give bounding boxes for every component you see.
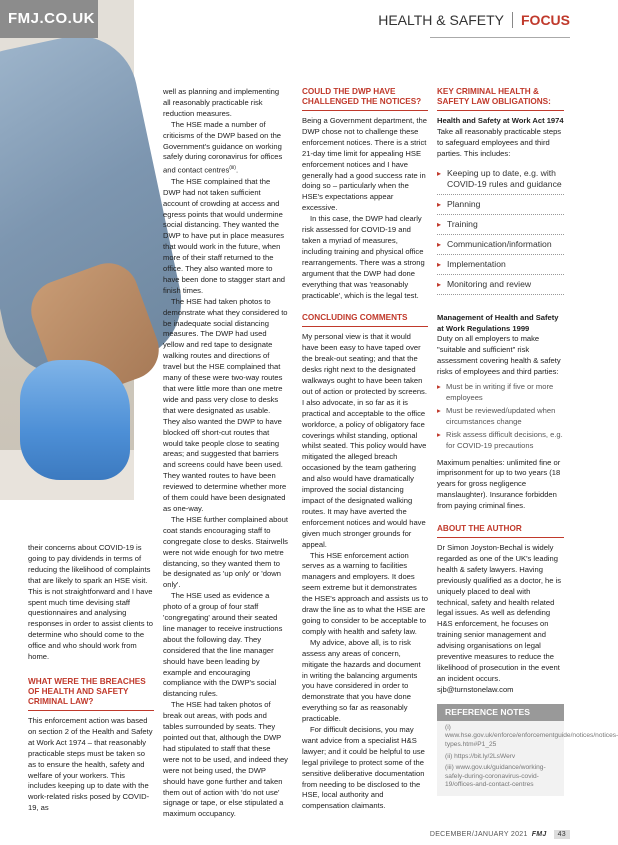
heading-breaches: WHAT WERE THE BREACHES OF HEALTH AND SAFETY CRIMINAL LAW? — [28, 676, 146, 706]
paragraph: The HSE used as evidence a photo of a group of four staff 'congregating' around their seated line manager to receive instructions about the following day. They considered that the line manager should have been leading by example and encouraging compliance with the DWP's social distancing rules. — [163, 591, 283, 699]
column-4 — [437, 87, 618, 796]
heading-author: ABOUT THE AUTHOR — [437, 524, 522, 534]
paragraph: The HSE complained that the DWP had not taken sufficient account of crowding at access and egress points that would undermine social distancing. They wanted the DWP to have put in place measures that would work in the future, when more of their staff returned to the office. They also wanted more to have been done to stagger start and finish times. — [163, 176, 286, 295]
paragraph: My personal view is that it would have been easy to have taped over the break-out seating; and that the desks right next to the designated walkways ought to have been taken out of action or protected by screens. I also advocate, in so far as it is practical and acceptable to the office workforce, a policy of obligatory face coverings whilst standing, optional whilst seated. This policy would have mitigated the alleged breach occasioned by the team gathering and also would have dramatically improved the social distancing impact of the designated walking routes. It may have averted the enforcement notices and would have given much stronger grounds for appeal. — [302, 332, 427, 549]
paragraph-text: The HSE made a number of criticisms of the DWP based on the Government's guidance on working safely during coronavirus for offices and contact centres — [163, 119, 283, 175]
section-focus: FOCUS — [521, 12, 570, 28]
heading-rule — [302, 110, 428, 111]
paragraph: Take all reasonably practicable steps to safeguard employees and third parties. This includes: — [437, 126, 562, 158]
column-1 — [28, 543, 154, 814]
heading-rule — [28, 710, 154, 711]
hero-photo — [0, 0, 134, 500]
bullet-item: ▸ Risk assess difficult decisions, e.g. for COVID-19 precautions — [437, 430, 564, 452]
heading-key-obligations: KEY CRIMINAL HEALTH & SAFETY LAW OBLIGATIONS: — [437, 87, 551, 106]
obligation-item: ▸ Training — [437, 215, 564, 235]
heading-rule — [302, 326, 428, 327]
obligation-item: ▸ Communication/information — [437, 235, 564, 255]
heading-concluding: CONCLUDING COMMENTS — [302, 313, 408, 323]
reference-link[interactable]: (i) www.hse.gov.uk/enforce/enforcementguide/notices/notices-types.htm#P1_25 — [445, 723, 618, 748]
heading-rule — [437, 110, 564, 111]
column-3 — [302, 87, 428, 812]
obligations-list — [437, 164, 564, 295]
header-divider — [512, 12, 513, 28]
regs-bullet-list — [437, 382, 564, 451]
column-2 — [163, 87, 288, 820]
regs-title: Management of Health and Safety at Work Regulations 1999 — [437, 312, 559, 333]
footnote-ref[interactable]: (iii) — [229, 165, 236, 172]
act-title: Health and Safety at Work Act 1974 — [437, 116, 564, 125]
paragraph: This enforcement action was based on section 2 of the Health and Safety at Work Act 1974 – that reasonably practicable steps must be taken so as to ensure the health, safety and welfare of your workers. This includes keeping up to date with the work-related risks posed by COVID-19, as — [28, 715, 153, 813]
reference-notes-box — [437, 704, 618, 796]
paragraph: In this case, the DWP had clearly risk assessed for COVID-19 and taken a myriad of measures, including training and physical office rearrangements. There was a strong argument that the DWP had done everything that was 'reasonably practicable', which is the legal test. — [302, 214, 425, 300]
paragraph: My advice, above all, is to risk assess any areas of concern, mitigate the hazards and document in writing the balancing arguments you have considered in order to demonstrate that you have done everything so far as reasonably practicable. — [302, 637, 421, 724]
section-name: HEALTH & SAFETY — [378, 12, 504, 28]
obligation-item: ▸ Monitoring and review — [437, 275, 564, 295]
paragraph: The HSE made a number of criticisms of the DWP based on the Government's guidance on working safely during coronavirus for offices and contact centres$^{(iii)}$. — [163, 119, 283, 175]
obligation-item: ▸ Keeping up to date, e.g. with COVID-19 rules and guidance — [437, 164, 564, 195]
paragraph: The HSE had taken photos of break out areas, with pods and tables surrounded by seats. They pointed out that, although the DWP had stipulated to staff that these were not to be used, and indeed they were not being used, the DWP should have gone further and taken them out of action with 'do not use' signage or tape, or else stipulated a maximum occupancy. — [163, 700, 288, 819]
photo-blue-glove — [20, 360, 130, 480]
paragraph: Duty on all employers to make "suitable and sufficient" risk assessment covering health & safety risks of employees and third parties: — [437, 334, 561, 377]
reference-link[interactable]: (iii) www.gov.uk/guidance/working-safely-during-coronavirus-covid-19/offices-and-contact-centres — [445, 764, 546, 789]
bullet-item: ▸ Must be in writing if five or more employees — [437, 382, 564, 404]
paragraph: The HSE had taken photos to demonstrate what they considered to be inadequate social distancing measures. The DWP had used yellow and red tape to designate walking routes and directions of travel but the HSE complained that many of these were two-way routes that were little more than one metre wide and pass very close to desks that were designated as usable. They also wanted the DWP to have blocked off short-cut routes that would take people close to seating areas; and suggested that barriers and screens could have been used. They wanted routes to have been reviewed to determine whether more of them could have been designated as one-way. — [163, 296, 288, 513]
paragraph: their concerns about COVID-19 is going to pay dividends in terms of reducing the likelihood of complaints that are likely to spark an HSE visit. This is not straightforward and I have spent much time devising staff questionnaires and analysing responses in order to assist clients to determine who should come to the office and who should work from home. — [28, 543, 153, 662]
paragraph: Being a Government department, the DWP chose not to challenge these enforcement notices. There is a strict 21-day time limit for appealing HSE enforcement notices and I have generally had a good success rate in doing so – particularly when the HSE's expectations appear excessive. — [302, 116, 427, 213]
paragraph: The HSE further complained about coat stands encouraging staff to congregate close to desks. Stairwells were not wide enough for two metre distancing, so they wanted them to be designated as 'up only' or 'down only'. — [163, 514, 288, 590]
issue-date: DECEMBER/JANUARY 2021 — [429, 831, 528, 838]
obligation-item: ▸ Planning — [437, 195, 564, 215]
bullet-item: ▸ Must be reviewed/updated when circumstances change — [437, 406, 564, 428]
page-footer — [430, 831, 570, 838]
magazine-name: FMJ — [531, 831, 547, 838]
header-rule — [430, 37, 570, 38]
site-logo[interactable]: FMJ.CO.UK — [0, 0, 98, 38]
penalties-text: Maximum penalties: unlimited fine or imprisonment for up to two years (18 years for gross negligence manslaughter). Insurance forbidden from paying criminal fines. — [437, 457, 561, 511]
reference-link[interactable]: (ii) https://bit.ly/2LsWerv — [445, 752, 516, 760]
obligation-item: ▸ Implementation — [437, 255, 564, 275]
paragraph: well as planning and implementing all reasonably practicable risk reduction measures. — [163, 87, 280, 118]
heading-rule — [437, 537, 564, 538]
reference-notes-title: REFERENCE NOTES — [437, 704, 564, 721]
author-bio: Dr Simon Joyston-Bechal is widely regarded as one of the UK's leading health & safety lawyers. Having previously qualified as a doctor, he is uniquely placed to deal with technical, safety and health related legal issues. As well as defending H&S enforcement, he focuses on training senior management and advising organisations on legal preventive measures to reduce the likelihood of prosecution in the event an incident occurs. sjb@turnstonelaw.com — [437, 543, 562, 694]
heading-challenge: COULD THE DWP HAVE CHALLENGED THE NOTICES? — [302, 87, 422, 106]
section-header — [378, 12, 570, 28]
paragraph: For difficult decisions, you may want advice from a specialist H&S lawyer; and it could be helpful to use legal privilege to protect some of the sensitive deliberative documentation from needing to be disclosed to the HSE, local authority and compensation claimants. — [302, 725, 425, 811]
paragraph: This HSE enforcement action serves as a warning to facilities managers and employers. It does seem extreme but it demonstrates the HSE's approach and assists us to draw the line as to what the HSE are going to consider to be acceptable to comply with health and safety law. — [302, 550, 428, 636]
page-number: 43 — [554, 830, 570, 839]
